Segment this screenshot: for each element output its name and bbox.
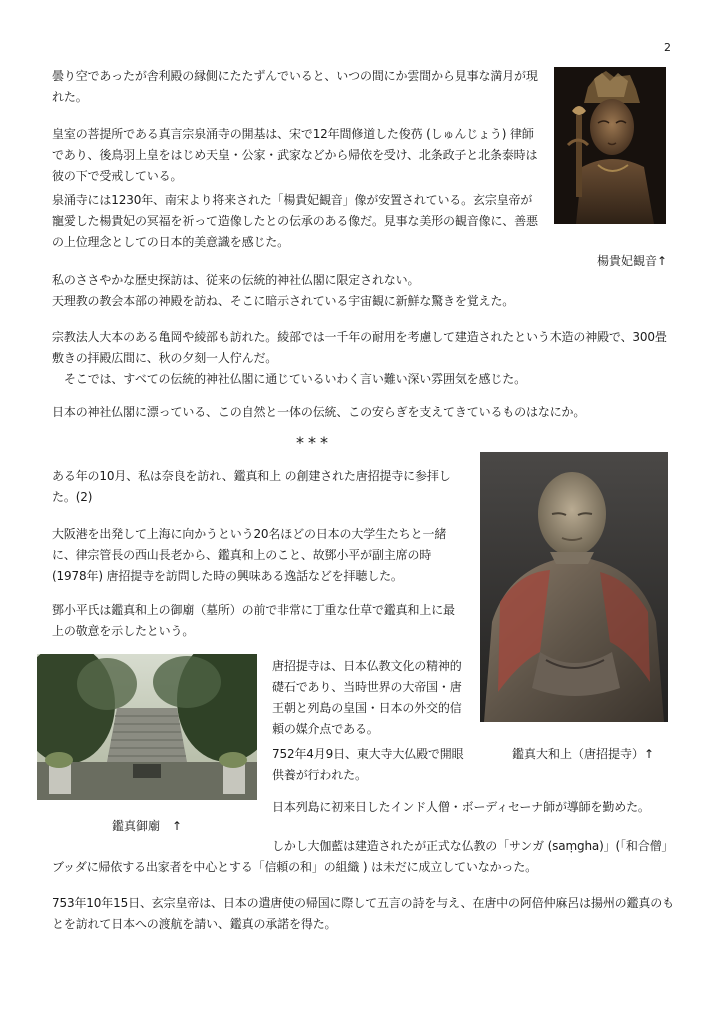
paragraph-sennyuji-founder: 皇室の菩提所である真言宗泉涌寺の開基は、宋で12年間修道した俊芿 (しゅんじょう) 律師であり、後鳥羽上皇をはじめ天皇・公家・武家などから帰依を受け、北条政子と北条泰時は彼の下で受戒している。 xyxy=(52,127,538,183)
paragraph-deng-xiaoping: 鄧小平氏は鑑真和上の御廟（墓所）の前で非常に丁重な仕草で鑑真和上に最上の敬意を示したという。 xyxy=(52,603,455,638)
paragraph-eye-opening: 752年4月9日、東大寺大仏殿で開眼供養が行われた。 xyxy=(272,747,464,782)
paragraph-tenrikyo: 天理教の教会本部の神殿を訪ね、そこに暗示されている宇宙観に新鮮な驚きを覚えた。 xyxy=(52,294,515,308)
paragraph-deep-atmosphere: そこでは、すべての伝統的神社仏閣に通じているいわく言い難い深い雰囲気を感じた。 xyxy=(64,372,526,386)
paragraph-question: 日本の神社仏閣に漂っている、この自然と一体の伝統、この安らぎを支えてきているものはなにか。 xyxy=(52,405,586,419)
caption-yokihi-kannon: 楊貴妃観音↑ xyxy=(597,254,668,268)
paragraph-exploration-scope: 私のささやかな歴史探訪は、従来の伝統的神社仏閣に限定されない。 xyxy=(52,273,420,287)
paragraph-osaka-students: 大阪港を出発して上海に向かうという20名ほどの日本の大学生たちと一緒に、律宗管長の西山長老から、鑑真和上のこと、故鄧小平が副主席の時(1978年) 唐招提寺を訪問した時の興味ある逸話などを拝聴した。 xyxy=(52,527,447,583)
page-number: 2 xyxy=(664,41,671,54)
caption-ganjin-mausoleum: 鑑真御廟 ↑ xyxy=(112,819,183,833)
yokihi-kannon-image xyxy=(554,67,666,224)
paragraph-sangha-line1: しかし大伽藍は建造されたが正式な仏教の「サンガ (saṃgha)」(「和合僧」 xyxy=(272,839,674,853)
ganjin-mausoleum-image xyxy=(37,654,257,800)
paragraph-oomoto: 宗教法人大本のある亀岡や綾部も訪れた。綾部では一千年の耐用を考慮して建造されたという木造の神殿で、300畳敷きの拝殿広間に、秋の夕刻一人佇んだ。 xyxy=(52,330,667,365)
paragraph-full-moon: 曇り空であったが舎利殿の縁側にたたずんでいると、いつの間にか雲間から見事な満月が現れた。 xyxy=(52,69,538,104)
paragraph-nara-visit: ある年の10月、私は奈良を訪れ、鑑真和上 の創建された唐招提寺に参拝した。(2) xyxy=(52,469,451,504)
paragraph-toshodaiji: 唐招提寺は、日本仏教文化の精神的礎石であり、当時世界の大帝国・唐王朝と列島の皇国・日本の外交的信頼の媒介点である。 xyxy=(272,659,462,736)
section-divider-stars: *** xyxy=(296,433,332,452)
paragraph-bodhisena: 日本列島に初来日したインド人僧・ボーディセーナ師が導師を勤めた。 xyxy=(272,800,650,814)
paragraph-yokihi-kannon: 泉涌寺には1230年、南宋より将来された「楊貴妃観音」像が安置されている。玄宗皇帝が寵愛した楊貴妃の冥福を祈って造像したとの伝承のある像だ。見事な美形の観音像に、善悪の上位理念としての日本的美意識を感じた。 xyxy=(52,193,538,249)
paragraph-abe-nakamaro: 753年10年15日、玄宗皇帝は、日本の遣唐使の帰国に際して五言の詩を与え、在唐中の阿倍仲麻呂は揚州の鑑真のもとを訪れて日本への渡航を請い、鑑真の承諾を得た。 xyxy=(52,896,674,931)
ganjin-statue-image xyxy=(480,452,668,722)
paragraph-sangha-line2: ブッダに帰依する出家者を中心とする「信頼の和」の組織 ) は未だに成立していなかった。 xyxy=(52,860,538,874)
caption-ganjin-statue: 鑑真大和上（唐招提寺）↑ xyxy=(512,747,655,761)
